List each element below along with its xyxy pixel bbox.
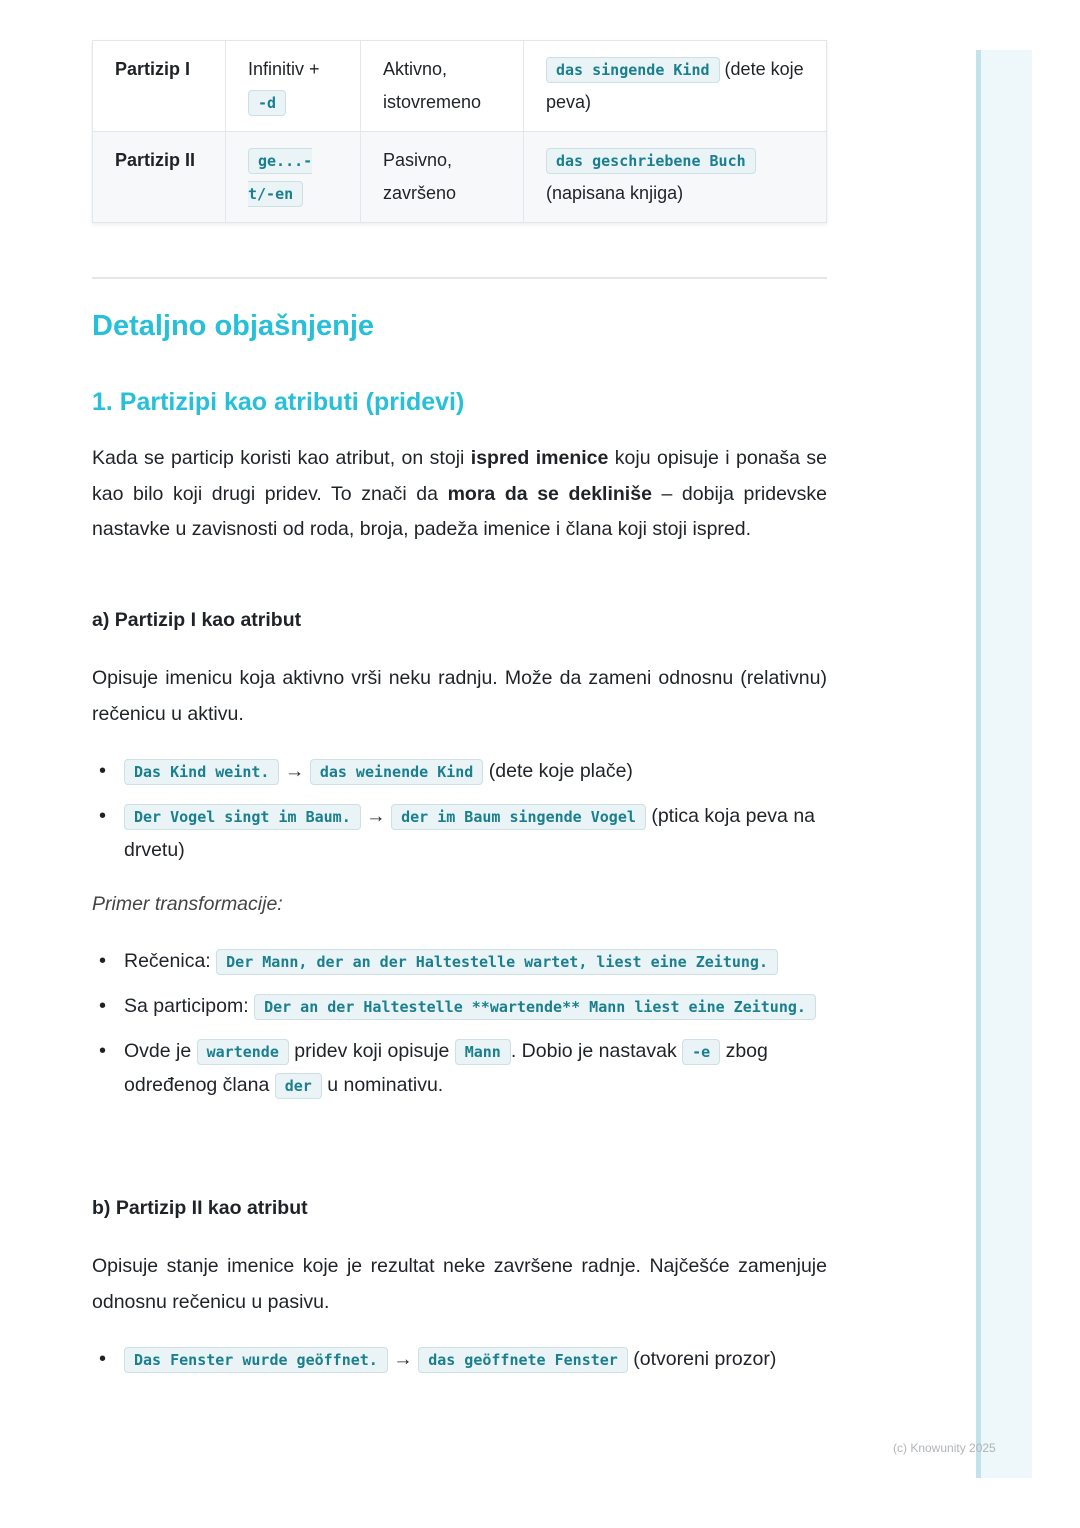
list-item xyxy=(92,754,827,788)
example-text: (napisana knjiga) xyxy=(546,183,684,203)
right-margin-panel xyxy=(976,50,1032,1478)
note-text: pridev koji opisuje xyxy=(288,1040,455,1062)
list-item xyxy=(92,799,827,867)
arrow-icon: → xyxy=(393,1348,413,1370)
intro-paragraph xyxy=(92,441,827,548)
participle-name: Partizip I xyxy=(93,41,226,132)
example-to-code: das geöffnete Fenster xyxy=(418,1347,628,1373)
participle-label: Sa participom: xyxy=(124,995,249,1017)
formation-text: Infinitiv + xyxy=(248,59,320,79)
intro-text: koju opisuje i ponaša se kao bilo koji drugi pridev. To znači da xyxy=(92,447,827,505)
note-code: Mann xyxy=(455,1039,511,1065)
intro-bold: ispred imenice xyxy=(470,447,609,469)
transform-list xyxy=(92,944,827,1102)
part-b-description: Opisuje stanje imenice koje je rezultat neke završene radnje. Najčešće zamenjuje odnosnu rečenicu u pasivu. xyxy=(92,1255,827,1313)
intro-text: – dobija pridevske nastavke u zavisnosti od roda, broja, padeža imenice i člana koji stoji ispred. xyxy=(92,482,828,540)
intro-text: Kada se particip koristi kao atribut, on stoji xyxy=(92,447,471,469)
formation-code: ge...-t/-en xyxy=(248,148,312,207)
example-cell xyxy=(524,132,827,223)
example-to-code: der im Baum singende Vogel xyxy=(391,804,646,830)
note-text: . Dobio je nastavak xyxy=(510,1040,683,1062)
example-gloss: (otvoreni prozor) xyxy=(633,1348,777,1370)
example-code: das singende Kind xyxy=(546,57,720,83)
part-a-description: Opisuje imenicu koja aktivno vrši neku radnju. Može da zameni odnosnu (relativnu) rečenicu u aktivu. xyxy=(92,667,827,725)
arrow-icon: → xyxy=(366,805,386,827)
example-text: (dete koje peva) xyxy=(546,59,804,112)
part-a-examples xyxy=(92,754,827,867)
participle-name: Partizip II xyxy=(93,132,226,223)
example-cell xyxy=(524,41,827,132)
sentence-code: Der Mann, der an der Haltestelle wartet, liest eine Zeitung. xyxy=(216,949,778,975)
part-b-heading: b) Partizip II kao atribut xyxy=(92,1197,308,1219)
note-text: u nominativu. xyxy=(321,1074,444,1096)
formation-cell xyxy=(226,132,361,223)
participle-table xyxy=(92,40,827,223)
note-text: Ovde je xyxy=(124,1040,197,1062)
participle-code: Der an der Haltestelle **wartende** Mann liest eine Zeitung. xyxy=(254,994,816,1020)
list-item xyxy=(92,1034,827,1102)
note-code: der xyxy=(275,1073,322,1099)
example-from-code: Der Vogel singt im Baum. xyxy=(124,804,361,830)
intro-bold: mora da se dekliniše xyxy=(447,482,652,505)
list-item xyxy=(92,989,827,1023)
note-code: wartende xyxy=(197,1039,289,1065)
note-text: zbog određenog člana xyxy=(124,1040,768,1096)
meaning-cell: Aktivno, istovremeno xyxy=(361,41,524,132)
example-to-code: das weinende Kind xyxy=(310,759,484,785)
arrow-icon: → xyxy=(284,760,305,782)
list-item xyxy=(92,1342,827,1376)
example-gloss: (ptica koja peva na drvetu) xyxy=(124,805,816,861)
list-item xyxy=(92,944,827,978)
formation-code: -d xyxy=(248,90,286,116)
part-b-examples xyxy=(92,1342,827,1376)
table-row xyxy=(93,41,827,132)
formation-cell xyxy=(226,41,361,132)
section-title: Detaljno objašnjenje xyxy=(92,310,374,342)
part-a-heading: a) Partizip I kao atribut xyxy=(92,609,302,631)
table-row xyxy=(93,132,827,223)
section-divider xyxy=(92,277,827,279)
example-code: das geschriebene Buch xyxy=(546,148,756,174)
note-code: -e xyxy=(682,1039,720,1065)
right-margin-rule xyxy=(976,50,981,1478)
copyright-footer: (c) Knowunity 2025 xyxy=(893,1441,996,1455)
section-subtitle: 1. Partizipi kao atributi (pridevi) xyxy=(92,388,465,416)
example-from-code: Das Kind weint. xyxy=(124,759,279,785)
example-from-code: Das Fenster wurde geöffnet. xyxy=(124,1347,388,1373)
example-gloss: (dete koje plače) xyxy=(488,760,633,782)
transform-label: Primer transformacije: xyxy=(92,893,283,915)
sentence-label: Rečenica: xyxy=(124,950,211,972)
meaning-cell: Pasivno, završeno xyxy=(361,132,524,223)
